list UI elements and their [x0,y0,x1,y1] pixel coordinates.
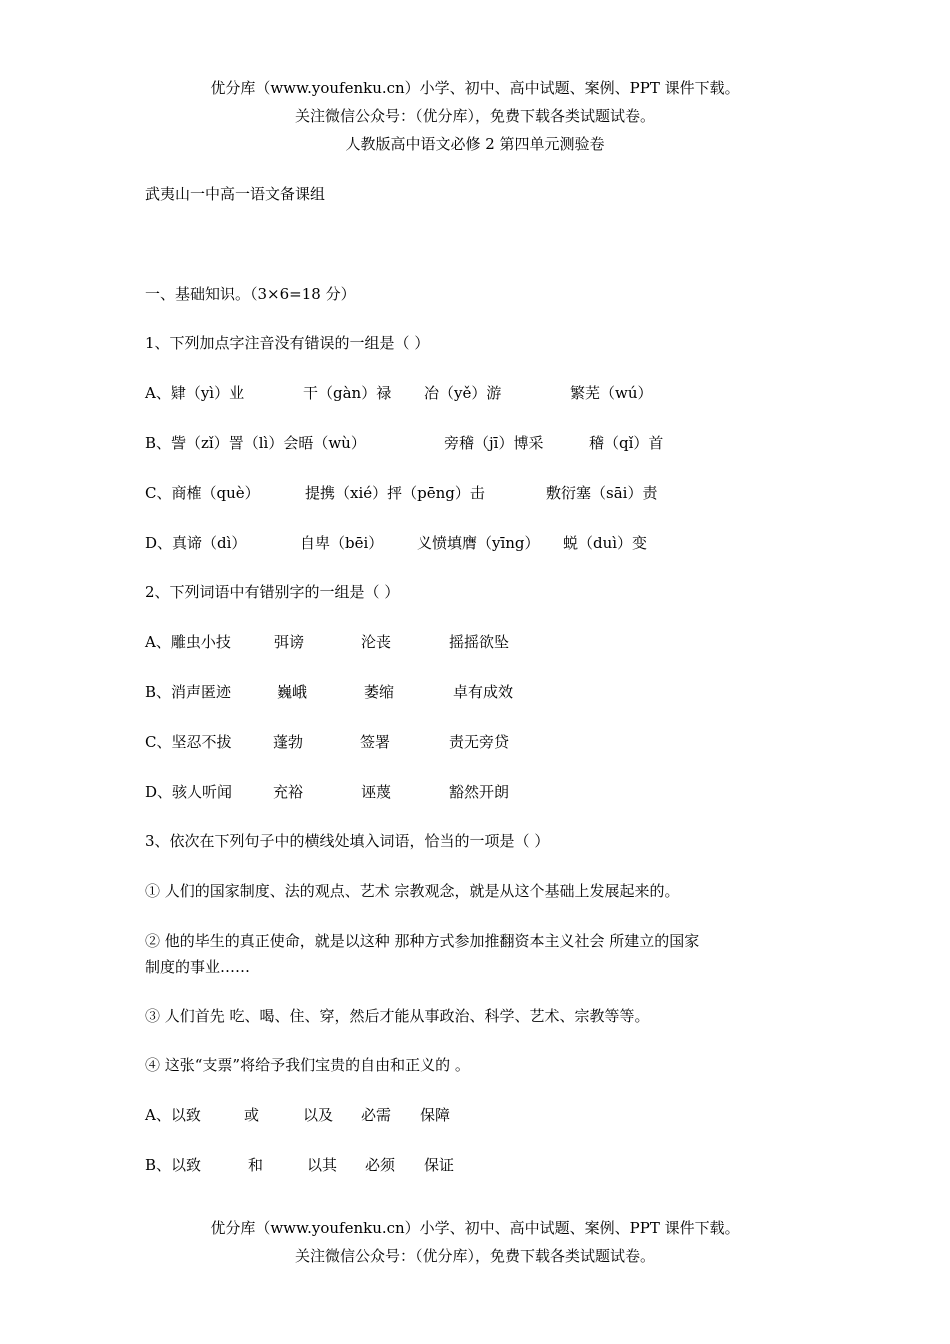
option-item: 摇摇欲坠 [449,633,510,651]
option-item: 义愤填膺（yīng） [417,534,540,552]
option-item: 干（gàn）禄 [303,384,392,402]
option-item: 签署 [360,733,391,751]
author-line: 武夷山一中高一语文备课组 [145,185,326,203]
option-item: B、訾（zǐ）詈（lì）会晤（wù） [145,434,366,452]
option-item: 稽（qǐ）首 [589,434,664,452]
option-item: 豁然开朗 [449,783,510,801]
option-item: 冶（yě）游 [424,384,502,402]
section-heading: 一、基础知识。（3×6=18 分） [145,285,356,303]
option-item: 萎缩 [364,683,395,701]
option-item: 沦丧 [361,633,392,651]
question-stem: 3、依次在下列句子中的横线处填入词语，恰当的一项是（ ） [145,832,550,850]
option-item: 繁芜（wú） [570,384,653,402]
question-stem: 1、下列加点字注音没有错误的一组是（ ） [145,334,430,352]
option-item: 提携（xié）抨（pēng）击 [305,484,485,502]
option-item: D、真谛（dì） [145,534,247,552]
footer-line-2: 关注微信公众号：（优分库），免费下载各类试题试卷。 [294,1247,655,1265]
option-item: 保障 [420,1106,451,1124]
option-item: 巍峨 [277,683,308,701]
option-item: 必须 [365,1156,396,1174]
option-item: 保证 [424,1156,455,1174]
header-line-2: 关注微信公众号：（优分库），免费下载各类试题试卷。 [294,107,655,125]
option-item: A、以致 [145,1106,201,1124]
option-item: 必需 [361,1106,392,1124]
option-item: 蓬勃 [273,733,304,751]
option-item: C、坚忍不拔 [145,733,232,751]
question-stem: 2、下列词语中有错别字的一组是（ ） [145,583,400,601]
option-item: 旁稽（jī）博采 [444,434,544,452]
footer-line-1: 优分库（www.youfenku.cn）小学、初中、高中试题、案例、PPT 课件下载。 [210,1219,740,1237]
option-item: 以及 [303,1106,334,1124]
option-item: B、消声匿迹 [145,683,232,701]
option-item: 或 [244,1106,260,1124]
document-title: 人教版高中语文必修 2 第四单元测验卷 [345,135,605,153]
option-item: 敷衍塞（sāi）责 [546,484,658,502]
option-item: A、肄（yì）业 [145,384,245,402]
option-item: C、商榷（què） [145,484,260,502]
option-item: 弭谤 [274,633,305,651]
sentence-3: ③ 人们首先 吃、喝、住、穿，然后才能从事政治、科学、艺术、宗教等等。 [145,1007,650,1025]
option-item: 以其 [307,1156,338,1174]
sentence-2: ② 他的毕生的真正使命，就是以这种 那种方式参加推翻资本主义社会 所建立的国家 [145,932,700,950]
option-item: 蜕（duì）变 [563,534,648,552]
sentence-2-continued: 制度的事业…… [145,958,251,976]
option-item: B、以致 [145,1156,202,1174]
option-item: A、雕虫小技 [145,633,231,651]
sentence-4: ④ 这张“支票”将给予我们宝贵的自由和正义的 。 [145,1056,470,1074]
header-line-1: 优分库（www.youfenku.cn）小学、初中、高中试题、案例、PPT 课件下载。 [210,79,740,97]
option-item: 自卑（bēi） [300,534,384,552]
option-item: 诬蔑 [361,783,392,801]
option-item: 充裕 [273,783,304,801]
option-item: 和 [248,1156,264,1174]
option-item: 责无旁贷 [449,733,510,751]
sentence-1: ① 人们的国家制度、法的观点、艺术 宗教观念，就是从这个基础上发展起来的。 [145,882,680,900]
option-item: 卓有成效 [453,683,514,701]
option-item: D、骇人听闻 [145,783,233,801]
